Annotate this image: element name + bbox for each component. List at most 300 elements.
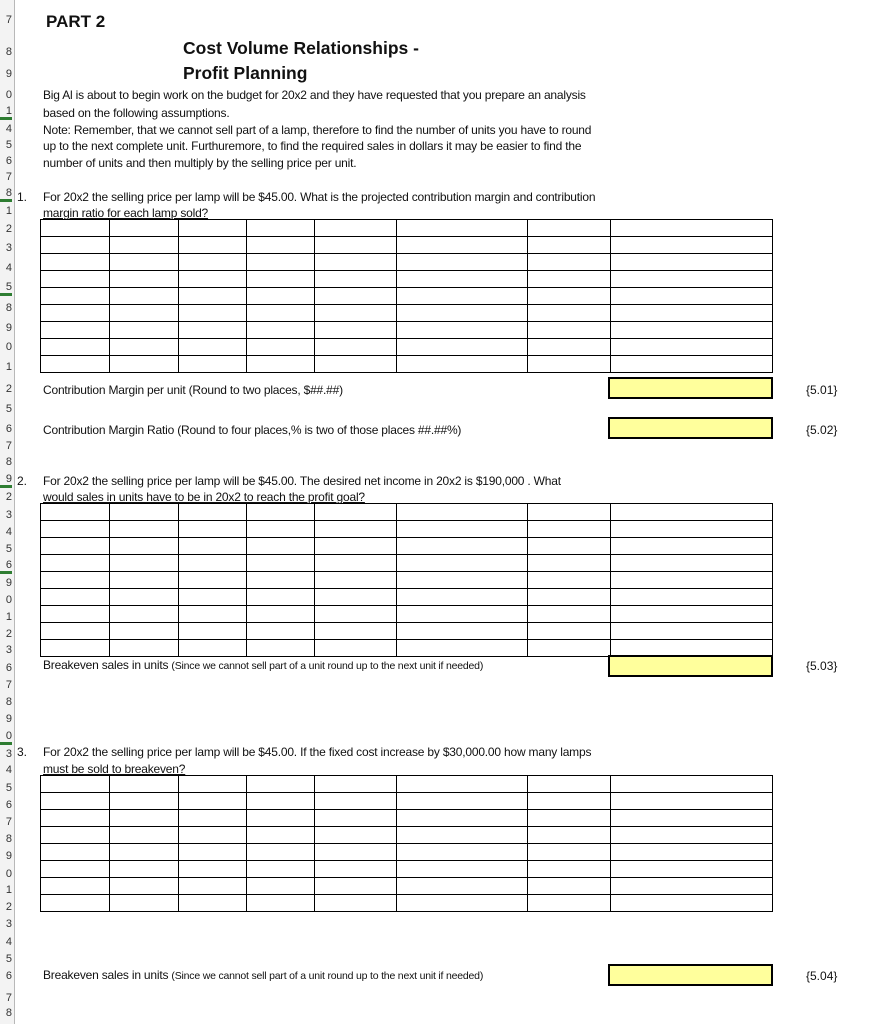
table-row [41, 339, 773, 356]
grid-cell[interactable] [41, 339, 110, 356]
row-number: 3 [5, 242, 12, 254]
row-number: 9 [0, 473, 12, 488]
grid-cell[interactable] [528, 878, 611, 895]
breakeven-units-label-note: (Since we cannot sell part of a unit round up to the next unit if needed) [171, 970, 484, 982]
breakeven-units-increased-fixed-cost-answer-cell[interactable] [608, 964, 773, 986]
row-number: 8 [5, 46, 12, 58]
grid-cell[interactable] [247, 572, 315, 589]
grid-cell[interactable] [528, 623, 611, 640]
grid-cell[interactable] [528, 220, 611, 237]
row-number: 7 [5, 440, 12, 452]
row-number: 0 [0, 730, 12, 745]
grid-cell[interactable] [397, 254, 528, 271]
grid-cell[interactable] [397, 810, 528, 827]
grid-cell[interactable] [611, 305, 773, 322]
grid-cell[interactable] [247, 271, 315, 288]
row-number: 6 [5, 799, 12, 811]
grid-cell[interactable] [397, 878, 528, 895]
table-row [41, 793, 773, 810]
grid-cell[interactable] [247, 322, 315, 339]
grid-cell[interactable] [247, 356, 315, 373]
table-row [41, 254, 773, 271]
grid-cell[interactable] [611, 220, 773, 237]
row-number: 0 [5, 341, 12, 353]
table-row [41, 555, 773, 572]
row-number: 9 [5, 68, 12, 80]
grid-cell[interactable] [528, 288, 611, 305]
grid-cell[interactable] [397, 356, 528, 373]
row-number: 6 [5, 970, 12, 982]
grid-cell[interactable] [247, 538, 315, 555]
answer-code: {5.01} [806, 383, 838, 397]
grid-cell[interactable] [110, 356, 179, 373]
grid-cell[interactable] [41, 878, 110, 895]
row-number: 4 [5, 764, 12, 776]
grid-cell[interactable] [110, 220, 179, 237]
grid-cell[interactable] [528, 810, 611, 827]
grid-cell[interactable] [247, 793, 315, 810]
grid-cell[interactable] [179, 538, 247, 555]
question-2-number: 2. [17, 474, 28, 488]
row-number: 8 [5, 696, 12, 708]
grid-cell[interactable] [611, 271, 773, 288]
grid-cell[interactable] [397, 521, 528, 538]
question-1-number: 1. [17, 190, 28, 204]
grid-cell[interactable] [528, 589, 611, 606]
intro-note-line: Note: Remember, that we cannot sell part of a lamp, therefore to find the number of units you have to round [43, 123, 592, 137]
grid-cell[interactable] [315, 793, 397, 810]
grid-cell[interactable] [110, 776, 179, 793]
grid-cell[interactable] [110, 555, 179, 572]
row-number: 9 [5, 577, 12, 589]
row-number: 3 [5, 509, 12, 521]
grid-cell[interactable] [179, 827, 247, 844]
grid-cell[interactable] [110, 521, 179, 538]
grid-cell[interactable] [315, 322, 397, 339]
grid-cell[interactable] [41, 895, 110, 912]
grid-cell[interactable] [528, 254, 611, 271]
grid-cell[interactable] [41, 521, 110, 538]
grid-cell[interactable] [41, 538, 110, 555]
grid-cell[interactable] [611, 555, 773, 572]
grid-cell[interactable] [110, 844, 179, 861]
row-number: 3 [5, 644, 12, 656]
grid-cell[interactable] [110, 322, 179, 339]
row-number: 8 [0, 187, 12, 202]
table-row [41, 810, 773, 827]
grid-cell[interactable] [41, 776, 110, 793]
grid-cell[interactable] [315, 521, 397, 538]
grid-cell[interactable] [611, 237, 773, 254]
grid-cell[interactable] [397, 237, 528, 254]
grid-cell[interactable] [41, 322, 110, 339]
breakeven-units-answer-cell[interactable] [608, 655, 773, 677]
grid-cell[interactable] [247, 288, 315, 305]
grid-cell[interactable] [110, 305, 179, 322]
row-number: 8 [5, 1007, 12, 1019]
breakeven-units-label-main: Breakeven sales in units [43, 968, 169, 982]
grid-cell[interactable] [41, 288, 110, 305]
grid-cell[interactable] [247, 844, 315, 861]
grid-cell[interactable] [110, 640, 179, 657]
grid-cell[interactable] [611, 827, 773, 844]
grid-cell[interactable] [179, 322, 247, 339]
grid-cell[interactable] [397, 572, 528, 589]
question-3-number: 3. [17, 745, 28, 759]
grid-cell[interactable] [397, 339, 528, 356]
grid-cell[interactable] [247, 861, 315, 878]
grid-cell[interactable] [611, 521, 773, 538]
grid-cell[interactable] [397, 305, 528, 322]
grid-cell[interactable] [179, 589, 247, 606]
grid-cell[interactable] [611, 793, 773, 810]
row-number: 9 [5, 850, 12, 862]
grid-cell[interactable] [110, 895, 179, 912]
grid-cell[interactable] [611, 572, 773, 589]
grid-cell[interactable] [179, 861, 247, 878]
grid-cell[interactable] [528, 237, 611, 254]
grid-cell[interactable] [397, 844, 528, 861]
grid-cell[interactable] [611, 356, 773, 373]
question-1-work-grid [40, 219, 773, 373]
row-number: 2 [5, 628, 12, 640]
row-number: 9 [5, 322, 12, 334]
grid-cell[interactable] [110, 572, 179, 589]
grid-cell[interactable] [179, 504, 247, 521]
grid-cell[interactable] [528, 572, 611, 589]
grid-cell[interactable] [247, 220, 315, 237]
grid-cell[interactable] [247, 827, 315, 844]
grid-cell[interactable] [611, 844, 773, 861]
grid-cell[interactable] [41, 220, 110, 237]
grid-cell[interactable] [110, 793, 179, 810]
grid-cell[interactable] [41, 623, 110, 640]
grid-cell[interactable] [528, 356, 611, 373]
grid-cell[interactable] [41, 572, 110, 589]
grid-cell[interactable] [247, 504, 315, 521]
grid-cell[interactable] [315, 861, 397, 878]
contribution-margin-ratio-label: Contribution Margin Ratio (Round to four places,% is two of those places ##.##%) [43, 423, 462, 437]
grid-cell[interactable] [247, 878, 315, 895]
table-row [41, 827, 773, 844]
grid-cell[interactable] [179, 606, 247, 623]
row-number: 8 [5, 302, 12, 314]
grid-cell[interactable] [315, 555, 397, 572]
grid-cell[interactable] [247, 254, 315, 271]
table-row [41, 895, 773, 912]
table-row [41, 640, 773, 657]
grid-cell[interactable] [179, 572, 247, 589]
grid-cell[interactable] [179, 356, 247, 373]
grid-cell[interactable] [397, 589, 528, 606]
grid-cell[interactable] [528, 339, 611, 356]
grid-cell[interactable] [528, 555, 611, 572]
grid-cell[interactable] [397, 220, 528, 237]
question-2-text: would sales in units have to be in 20x2 to reach the profit goal? [43, 490, 365, 504]
row-number: 7 [5, 816, 12, 828]
grid-cell[interactable] [397, 322, 528, 339]
grid-cell[interactable] [247, 623, 315, 640]
row-number: 6 [5, 662, 12, 674]
grid-cell[interactable] [179, 555, 247, 572]
grid-cell[interactable] [611, 861, 773, 878]
contribution-margin-per-unit-answer-cell[interactable] [608, 377, 773, 399]
grid-cell[interactable] [179, 521, 247, 538]
row-number: 3 [5, 748, 12, 760]
grid-cell[interactable] [247, 555, 315, 572]
grid-cell[interactable] [315, 589, 397, 606]
grid-cell[interactable] [315, 827, 397, 844]
grid-cell[interactable] [611, 606, 773, 623]
row-number: 5 [5, 782, 12, 794]
intro-line: based on the following assumptions. [43, 106, 230, 120]
grid-cell[interactable] [611, 776, 773, 793]
grid-cell[interactable] [528, 322, 611, 339]
grid-cell[interactable] [315, 623, 397, 640]
grid-cell[interactable] [315, 776, 397, 793]
intro-line: Big Al is about to begin work on the budget for 20x2 and they have requested that you prepare an analysis [43, 88, 586, 102]
grid-cell[interactable] [397, 271, 528, 288]
row-number: 5 [5, 543, 12, 555]
grid-cell[interactable] [179, 237, 247, 254]
grid-cell[interactable] [528, 606, 611, 623]
grid-cell[interactable] [611, 504, 773, 521]
row-number: 6 [5, 155, 12, 167]
grid-cell[interactable] [397, 861, 528, 878]
row-number: 1 [0, 105, 12, 120]
table-row [41, 521, 773, 538]
page-title-line2: Profit Planning [183, 63, 308, 83]
grid-cell[interactable] [41, 237, 110, 254]
grid-cell[interactable] [315, 288, 397, 305]
table-row [41, 237, 773, 254]
grid-cell[interactable] [41, 861, 110, 878]
row-number: 4 [5, 526, 12, 538]
grid-cell[interactable] [41, 589, 110, 606]
grid-cell[interactable] [110, 237, 179, 254]
grid-cell[interactable] [41, 305, 110, 322]
grid-cell[interactable] [247, 339, 315, 356]
grid-cell[interactable] [41, 810, 110, 827]
grid-cell[interactable] [179, 271, 247, 288]
grid-cell[interactable] [611, 322, 773, 339]
intro-note-line: number of units and then multiply by the selling price per unit. [43, 156, 357, 170]
grid-cell[interactable] [315, 271, 397, 288]
row-number: 5 [5, 139, 12, 151]
grid-cell[interactable] [528, 640, 611, 657]
grid-cell[interactable] [179, 640, 247, 657]
grid-cell[interactable] [397, 623, 528, 640]
grid-cell[interactable] [315, 339, 397, 356]
row-number: 5 [5, 953, 12, 965]
grid-cell[interactable] [528, 827, 611, 844]
table-row [41, 861, 773, 878]
grid-cell[interactable] [397, 538, 528, 555]
grid-cell[interactable] [179, 220, 247, 237]
grid-cell[interactable] [247, 606, 315, 623]
row-number: 7 [5, 992, 12, 1004]
grid-cell[interactable] [110, 827, 179, 844]
row-number: 9 [5, 713, 12, 725]
question-2-text: For 20x2 the selling price per lamp will be $45.00. The desired net income in 20x2 is $190,000 . What [43, 474, 561, 488]
grid-cell[interactable] [179, 878, 247, 895]
table-row [41, 623, 773, 640]
grid-cell[interactable] [397, 606, 528, 623]
grid-cell[interactable] [315, 237, 397, 254]
page-title-line1: Cost Volume Relationships - [183, 38, 419, 58]
table-row [41, 356, 773, 373]
row-number: 7 [5, 171, 12, 183]
grid-cell[interactable] [611, 538, 773, 555]
grid-cell[interactable] [41, 640, 110, 657]
grid-cell[interactable] [247, 810, 315, 827]
row-number: 0 [5, 868, 12, 880]
grid-cell[interactable] [179, 793, 247, 810]
table-row [41, 572, 773, 589]
grid-cell[interactable] [397, 504, 528, 521]
grid-cell[interactable] [315, 254, 397, 271]
grid-cell[interactable] [110, 339, 179, 356]
table-row [41, 322, 773, 339]
grid-cell[interactable] [528, 504, 611, 521]
grid-cell[interactable] [315, 504, 397, 521]
grid-cell[interactable] [528, 861, 611, 878]
grid-cell[interactable] [397, 776, 528, 793]
grid-cell[interactable] [247, 776, 315, 793]
grid-cell[interactable] [110, 861, 179, 878]
contribution-margin-ratio-answer-cell[interactable] [608, 417, 773, 439]
grid-cell[interactable] [315, 895, 397, 912]
grid-cell[interactable] [528, 305, 611, 322]
grid-cell[interactable] [528, 521, 611, 538]
grid-cell[interactable] [41, 271, 110, 288]
grid-cell[interactable] [41, 827, 110, 844]
grid-cell[interactable] [110, 254, 179, 271]
question-2-work-grid [40, 503, 773, 657]
row-number: 3 [5, 918, 12, 930]
grid-cell[interactable] [179, 776, 247, 793]
grid-cell[interactable] [528, 538, 611, 555]
grid-cell[interactable] [179, 305, 247, 322]
grid-cell[interactable] [247, 640, 315, 657]
grid-cell[interactable] [397, 793, 528, 810]
grid-cell[interactable] [247, 895, 315, 912]
grid-cell[interactable] [41, 844, 110, 861]
contribution-margin-per-unit-label: Contribution Margin per unit (Round to two places, $##.##) [43, 383, 343, 397]
grid-cell[interactable] [611, 288, 773, 305]
grid-cell[interactable] [315, 878, 397, 895]
grid-cell[interactable] [247, 589, 315, 606]
grid-cell[interactable] [110, 271, 179, 288]
grid-cell[interactable] [528, 271, 611, 288]
grid-cell[interactable] [611, 878, 773, 895]
grid-cell[interactable] [110, 589, 179, 606]
row-number: 4 [5, 936, 12, 948]
row-number: 2 [5, 383, 12, 395]
row-number-gutter [0, 0, 15, 1024]
grid-cell[interactable] [110, 288, 179, 305]
grid-cell[interactable] [397, 555, 528, 572]
answer-code: {5.03} [806, 659, 838, 673]
grid-cell[interactable] [110, 878, 179, 895]
grid-cell[interactable] [179, 810, 247, 827]
grid-cell[interactable] [611, 640, 773, 657]
grid-cell[interactable] [110, 504, 179, 521]
grid-cell[interactable] [41, 254, 110, 271]
grid-cell[interactable] [110, 810, 179, 827]
part-heading: PART 2 [46, 12, 106, 31]
grid-cell[interactable] [41, 606, 110, 623]
grid-cell[interactable] [528, 793, 611, 810]
grid-cell[interactable] [110, 623, 179, 640]
grid-cell[interactable] [397, 827, 528, 844]
row-number: 5 [5, 403, 12, 415]
grid-cell[interactable] [528, 776, 611, 793]
grid-cell[interactable] [247, 237, 315, 254]
grid-cell[interactable] [247, 305, 315, 322]
grid-cell[interactable] [315, 810, 397, 827]
row-number: 8 [5, 456, 12, 468]
grid-cell[interactable] [315, 640, 397, 657]
grid-cell[interactable] [528, 844, 611, 861]
grid-cell[interactable] [41, 504, 110, 521]
question-1-text: For 20x2 the selling price per lamp will be $45.00. What is the projected contribution margin and contribution [43, 190, 596, 204]
grid-cell[interactable] [110, 538, 179, 555]
row-number: 7 [5, 679, 12, 691]
grid-cell[interactable] [179, 254, 247, 271]
row-number: 5 [0, 281, 12, 296]
row-number: 0 [5, 594, 12, 606]
table-row [41, 776, 773, 793]
grid-cell[interactable] [41, 793, 110, 810]
grid-cell[interactable] [315, 305, 397, 322]
grid-cell[interactable] [611, 339, 773, 356]
grid-cell[interactable] [315, 220, 397, 237]
grid-cell[interactable] [611, 895, 773, 912]
grid-cell[interactable] [528, 895, 611, 912]
grid-cell[interactable] [397, 895, 528, 912]
grid-cell[interactable] [315, 844, 397, 861]
grid-cell[interactable] [179, 288, 247, 305]
grid-cell[interactable] [611, 810, 773, 827]
grid-cell[interactable] [611, 623, 773, 640]
grid-cell[interactable] [397, 288, 528, 305]
grid-cell[interactable] [611, 254, 773, 271]
grid-cell[interactable] [179, 623, 247, 640]
grid-cell[interactable] [179, 339, 247, 356]
grid-cell[interactable] [315, 538, 397, 555]
grid-cell[interactable] [179, 895, 247, 912]
question-3-text: must be sold to breakeven? [43, 762, 186, 776]
row-number: 2 [5, 491, 12, 503]
grid-cell[interactable] [397, 640, 528, 657]
grid-cell[interactable] [41, 356, 110, 373]
grid-cell[interactable] [315, 356, 397, 373]
grid-cell[interactable] [315, 606, 397, 623]
grid-cell[interactable] [315, 572, 397, 589]
breakeven-units-label-note: (Since we cannot sell part of a unit round up to the next unit if needed) [171, 660, 484, 672]
question-3-work-grid [40, 775, 773, 912]
grid-cell[interactable] [247, 521, 315, 538]
row-number: 2 [5, 901, 12, 913]
table-row [41, 271, 773, 288]
grid-cell[interactable] [179, 844, 247, 861]
grid-cell[interactable] [41, 555, 110, 572]
row-number: 1 [5, 205, 12, 217]
grid-cell[interactable] [611, 589, 773, 606]
table-row [41, 589, 773, 606]
grid-cell[interactable] [110, 606, 179, 623]
